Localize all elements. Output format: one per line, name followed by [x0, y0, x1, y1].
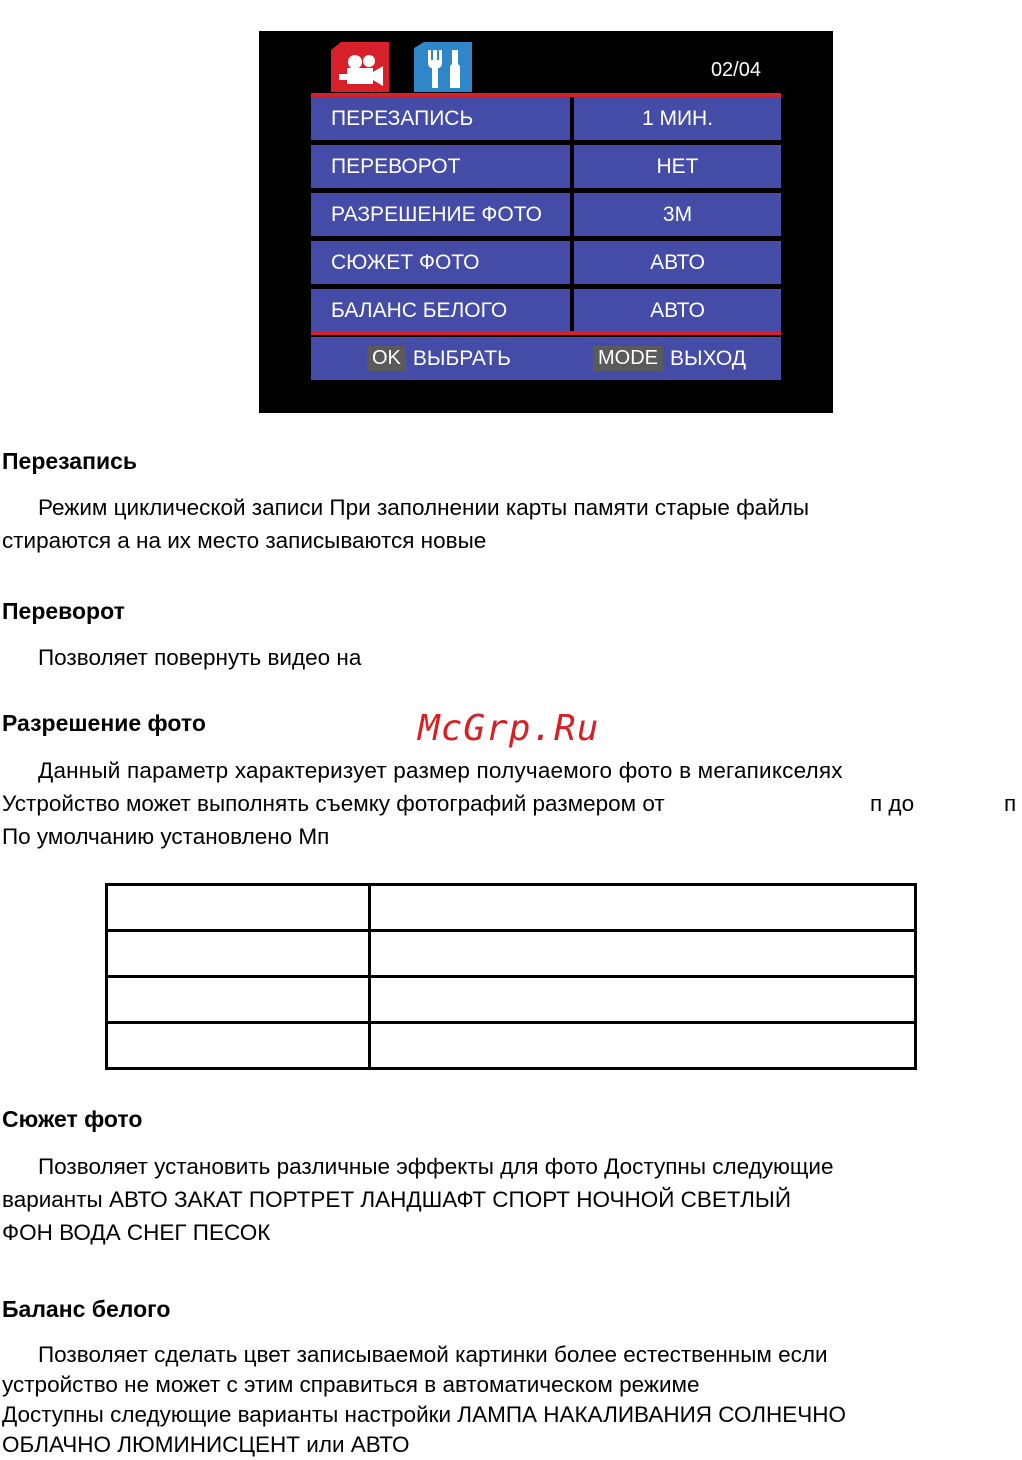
menu-bottom-divider: [311, 331, 781, 335]
body-line: ФОН ВОДА СНЕГ ПЕСОК: [2, 1220, 271, 1245]
menu-item-value: АВТО: [574, 241, 781, 284]
body-line: Данный параметр характеризует размер получаемого фото в мегапикселях: [38, 758, 843, 783]
mode-label: ВЫХОД: [670, 346, 747, 370]
menu-item-value: 3M: [574, 193, 781, 236]
menu-item-photo-scene[interactable]: [311, 241, 781, 284]
menu-item-label: ПЕРЕЗАПИСЬ: [311, 97, 570, 140]
body-line-wrap: [2, 787, 1020, 820]
menu-item-overwrite[interactable]: [311, 97, 781, 140]
section-body-overwrite: [2, 491, 1020, 557]
section-body-photo-resolution: [2, 754, 1020, 853]
body-line: варианты АВТО ЗАКАТ ПОРТРЕТ ЛАНДШАФТ СПОРТ НОЧНОЙ СВЕТЛЫЙ: [2, 1187, 792, 1212]
body-line: Доступны следующие варианты настройки ЛАМПА НАКАЛИВАНИЯ СОЛНЕЧНО: [2, 1402, 847, 1427]
menu-item-label: СЮЖЕТ ФОТО: [311, 241, 570, 284]
menu-footer: [311, 337, 781, 380]
watermark: McGrp.Ru: [418, 708, 600, 749]
video-camera-icon[interactable]: [331, 42, 389, 92]
section-body-flip: [2, 641, 1020, 674]
ok-key: OK: [367, 346, 406, 371]
body-line: Позволяет сделать цвет записываемой картинки более естественным если: [38, 1342, 828, 1367]
section-heading-flip: Переворот: [2, 598, 125, 624]
body-line: Устройство может выполнять съемку фотографий размером от: [2, 791, 665, 816]
menu-item-value: АВТО: [574, 289, 781, 332]
menu-item-value: 1 МИН.: [574, 97, 781, 140]
section-body-white-balance: [2, 1340, 1020, 1460]
mode-key: MODE: [593, 346, 663, 371]
body-line: Позволяет установить различные эффекты для фото Доступны следующие: [38, 1154, 834, 1179]
mode-exit-hint[interactable]: [593, 346, 746, 371]
menu-item-white-balance[interactable]: [311, 289, 781, 332]
body-line-fragment: п: [1004, 791, 1017, 816]
page-indicator: 02/04: [710, 59, 761, 81]
section-heading-photo-scene: Сюжет фото: [2, 1106, 143, 1132]
settings-menu: [311, 97, 781, 337]
menu-item-value: НЕТ: [574, 145, 781, 188]
ok-select-hint[interactable]: [367, 346, 511, 371]
section-heading-overwrite: Перезапись: [2, 448, 138, 474]
resolution-table: [105, 883, 917, 1070]
ok-label: ВЫБРАТЬ: [412, 346, 511, 370]
body-line: устройство не может с этим справиться в автоматическом режиме: [2, 1372, 700, 1397]
wrench-screwdriver-icon[interactable]: [414, 42, 472, 92]
body-line: стираются а на их место записываются новые: [2, 528, 487, 553]
body-line: Режим циклической записи При заполнении карты памяти старые файлы: [38, 495, 810, 520]
menu-item-label: ПЕРЕВОРОТ: [311, 145, 570, 188]
section-heading-white-balance: Баланс белого: [2, 1296, 171, 1322]
body-line-fragment: п до: [870, 791, 915, 816]
body-line: По умолчанию установлено Мп: [2, 824, 330, 849]
menu-item-label: БАЛАНС БЕЛОГО: [311, 289, 570, 332]
menu-item-photo-resolution[interactable]: [311, 193, 781, 236]
menu-item-flip[interactable]: [311, 145, 781, 188]
section-heading-photo-resolution: Разрешение фото: [2, 710, 206, 736]
camera-menu-screen: [259, 31, 833, 413]
body-line: Позволяет повернуть видео на: [38, 645, 362, 670]
menu-item-label: РАЗРЕШЕНИЕ ФОТО: [311, 193, 570, 236]
section-body-photo-scene: [2, 1150, 1020, 1249]
body-line: ОБЛАЧНО ЛЮМИНИСЦЕНТ или АВТО: [2, 1432, 410, 1457]
